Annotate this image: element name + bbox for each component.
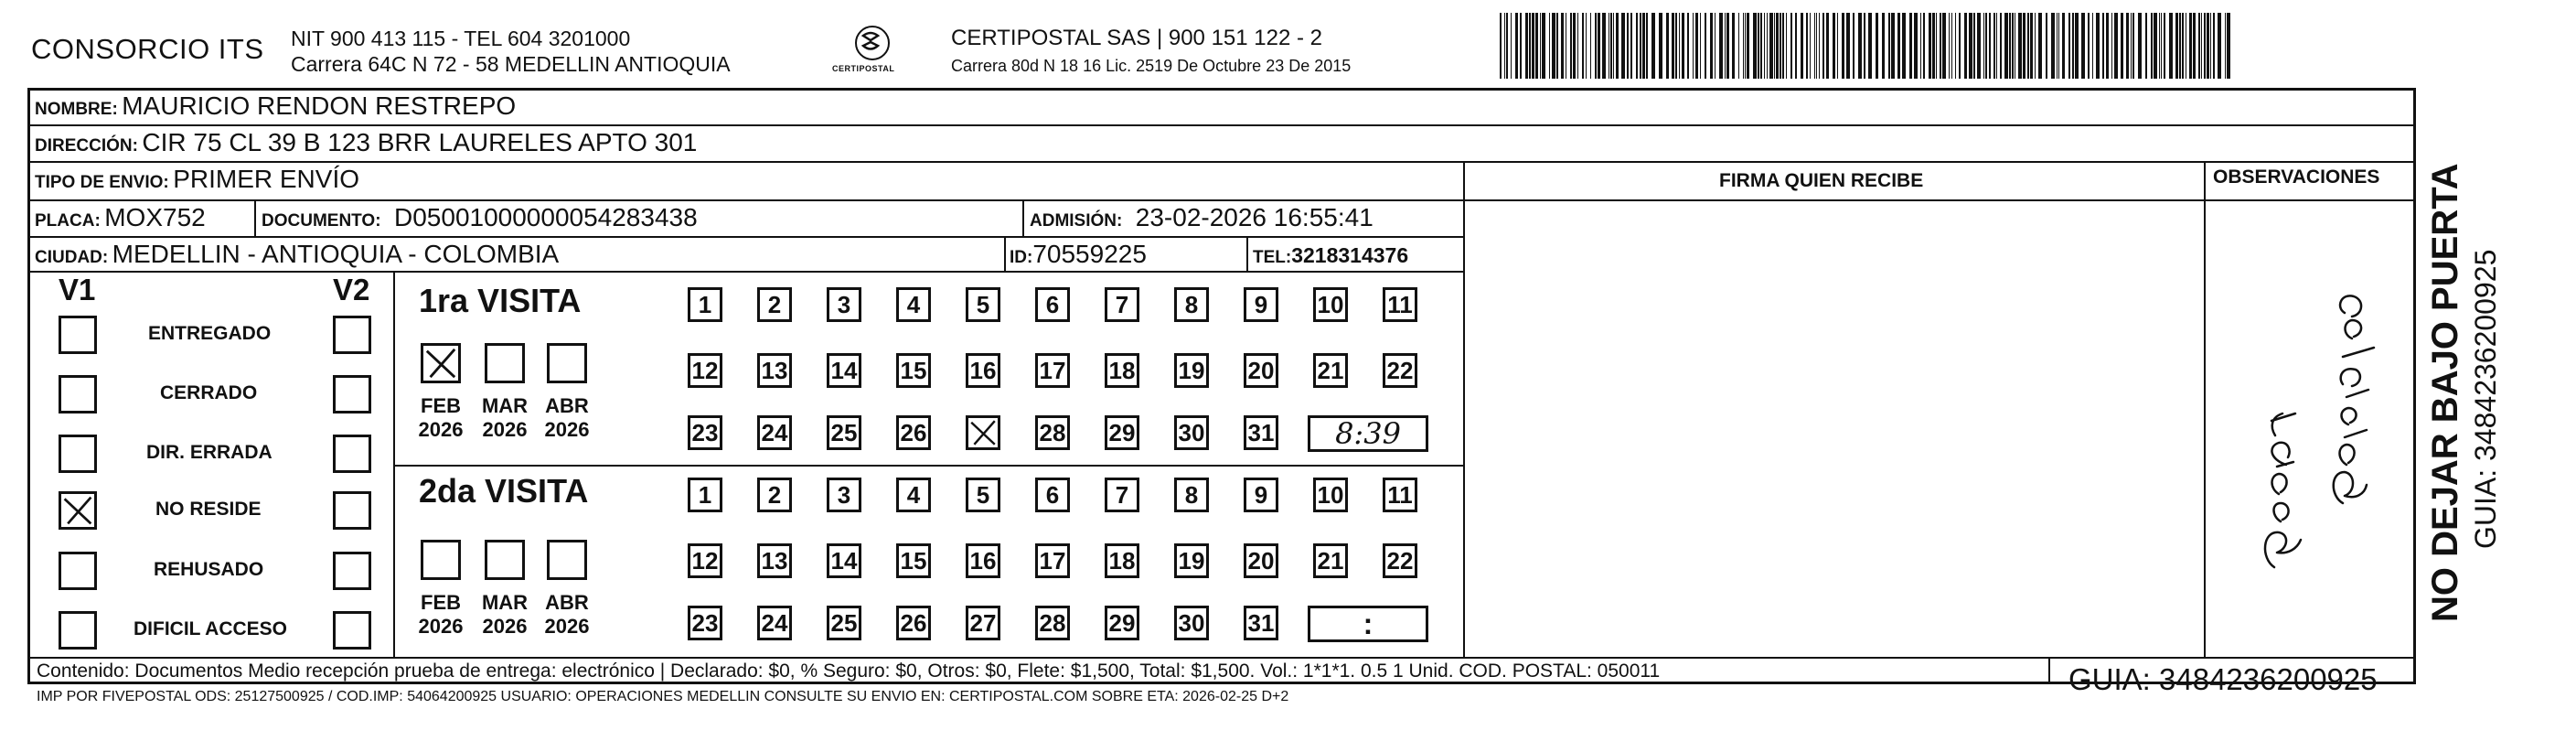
second-visit-day[interactable]: 21: [1313, 543, 1348, 578]
first-visit-day[interactable]: [966, 415, 1000, 450]
admision-value: 23-02-2026 16:55:41: [1135, 203, 1374, 231]
second-visit-day[interactable]: 4: [896, 478, 931, 512]
documento-label: DOCUMENTO:: [262, 211, 381, 231]
carrier-address-line: Carrera 80d N 18 16 Lic. 2519 De Octubre 23 De 2015: [951, 57, 1352, 75]
first-visit-day[interactable]: 5: [966, 287, 1000, 322]
first-visit-day[interactable]: 22: [1383, 353, 1417, 388]
second-visit-day[interactable]: 30: [1174, 606, 1209, 640]
recipient-address: CIR 75 CL 39 B 123 BRR LAURELES APTO 301: [142, 128, 698, 156]
admision-label: ADMISIÓN:: [1030, 211, 1123, 231]
v2-header: V2: [333, 273, 370, 306]
first-visit-day[interactable]: 3: [827, 287, 861, 322]
v2-checkbox-dir-errada[interactable]: [333, 435, 371, 473]
first-visit-day[interactable]: 6: [1035, 287, 1070, 322]
handwritten-observation: [2206, 201, 2414, 653]
second-visit-day[interactable]: 31: [1244, 606, 1278, 640]
first-visit-month-label: [477, 394, 532, 442]
id-label: ID:: [1010, 248, 1033, 267]
second-visit-day[interactable]: 3: [827, 478, 861, 512]
second-visit-day[interactable]: 1: [688, 478, 722, 512]
carrier-line: CERTIPOSTAL SAS | 900 151 122 - 2: [951, 26, 1322, 50]
status-option-label: DIFICIL ACCESO: [134, 618, 288, 639]
first-visit-day[interactable]: 23: [688, 415, 722, 450]
placa-label: PLACA:: [35, 211, 101, 231]
second-visit-day[interactable]: 7: [1105, 478, 1139, 512]
second-visit-day[interactable]: 10: [1313, 478, 1348, 512]
first-visit-day[interactable]: 16: [966, 353, 1000, 388]
first-visit-day[interactable]: 30: [1174, 415, 1209, 450]
second-visit-day[interactable]: 11: [1383, 478, 1417, 512]
month-year: 2026: [418, 615, 464, 638]
second-visit-day[interactable]: 20: [1244, 543, 1278, 578]
second-visit-time-box[interactable]: :: [1308, 606, 1428, 642]
first-visit-day[interactable]: 10: [1313, 287, 1348, 322]
first-visit-day[interactable]: 4: [896, 287, 931, 322]
second-visit-day[interactable]: 16: [966, 543, 1000, 578]
direccion-label: DIRECCIÓN:: [35, 136, 138, 156]
observaciones-label: OBSERVACIONES: [2213, 166, 2380, 188]
second-visit-day[interactable]: 2: [757, 478, 792, 512]
first-visit-day[interactable]: 11: [1383, 287, 1417, 322]
second-visit-month-mar[interactable]: [485, 540, 525, 580]
first-visit-day[interactable]: 14: [827, 353, 861, 388]
status-option-label: DIR. ERRADA: [146, 442, 273, 463]
second-visit-day[interactable]: 23: [688, 606, 722, 640]
first-visit-day[interactable]: 7: [1105, 287, 1139, 322]
nombre-label: NOMBRE:: [35, 100, 118, 119]
status-option-label: CERRADO: [160, 382, 258, 403]
tel-label: TEL:: [1253, 248, 1292, 267]
second-visit-day[interactable]: 29: [1105, 606, 1139, 640]
first-visit-day[interactable]: 18: [1105, 353, 1139, 388]
second-visit-day[interactable]: 6: [1035, 478, 1070, 512]
ciudad-label: CIUDAD:: [35, 248, 109, 267]
v2-checkbox-cerrado[interactable]: [333, 375, 371, 413]
placa-value: MOX752: [104, 203, 206, 231]
second-visit-month-label: [413, 591, 468, 639]
v1-checkbox-cerrado[interactable]: [59, 375, 97, 413]
footer-content-line: Contenido: Documentos Medio recepción prueba de entrega: electrónico | Declarado: $0, % Seguro: $0, Otros: $0, Flete: $1,500, Total: $1,500. Vol.: 1*1*1. 0.5 1 Unid. COD. POSTAL: 050011: [37, 660, 1661, 682]
first-visit-day[interactable]: 25: [827, 415, 861, 450]
second-visit-month-abr[interactable]: [547, 540, 587, 580]
first-visit-day[interactable]: 29: [1105, 415, 1139, 450]
certipostal-logo-icon: [855, 26, 890, 60]
tel-value: 3218314376: [1291, 243, 1409, 267]
second-visit-day[interactable]: 28: [1035, 606, 1070, 640]
v2-checkbox-dificil-acceso[interactable]: [333, 611, 371, 650]
v1-checkbox-dificil-acceso[interactable]: [59, 611, 97, 650]
status-option-label: REHUSADO: [154, 559, 264, 580]
first-visit-label: 1ra VISITA: [419, 282, 582, 319]
first-visit-time-box[interactable]: 8:39: [1308, 415, 1428, 452]
first-visit-month-feb[interactable]: [421, 343, 461, 383]
side-guia: GUIA: 3484236200925: [2469, 249, 2502, 549]
ciudad-value: MEDELLIN - ANTIOQUIA - COLOMBIA: [112, 240, 560, 268]
second-visit-month-label: [477, 591, 532, 639]
second-visit-day[interactable]: 13: [757, 543, 792, 578]
v2-checkbox-rehusado[interactable]: [333, 552, 371, 590]
second-visit-day[interactable]: 8: [1174, 478, 1209, 512]
second-visit-month-label: [540, 591, 594, 639]
second-visit-day[interactable]: 17: [1035, 543, 1070, 578]
second-visit-month-feb[interactable]: [421, 540, 461, 580]
first-visit-day[interactable]: 20: [1244, 353, 1278, 388]
first-visit-day[interactable]: 8: [1174, 287, 1209, 322]
month-year: 2026: [544, 418, 590, 441]
second-visit-day[interactable]: 12: [688, 543, 722, 578]
month-name: ABR: [545, 394, 589, 417]
month-name: FEB: [421, 394, 461, 417]
logo-caption: CERTIPOSTAL: [832, 64, 895, 73]
second-visit-day[interactable]: 24: [757, 606, 792, 640]
documento-value: D05001000000054283438: [394, 203, 698, 231]
month-name: ABR: [545, 591, 589, 614]
second-visit-label: 2da VISITA: [419, 472, 589, 510]
first-visit-month-label: [413, 394, 468, 442]
second-visit-day[interactable]: 14: [827, 543, 861, 578]
second-visit-day[interactable]: 9: [1244, 478, 1278, 512]
first-visit-day[interactable]: 31: [1244, 415, 1278, 450]
status-option-label: NO RESIDE: [155, 499, 262, 520]
first-visit-month-mar[interactable]: [485, 343, 525, 383]
recipient-name: MAURICIO RENDON RESTREPO: [122, 91, 517, 120]
month-name: MAR: [481, 591, 529, 614]
month-year: 2026: [418, 418, 464, 441]
company-nit-line: NIT 900 413 115 - TEL 604 3201000: [291, 27, 631, 50]
company-name: CONSORCIO ITS: [31, 33, 264, 65]
month-year: 2026: [482, 418, 528, 441]
id-value: 70559225: [1032, 240, 1147, 268]
month-name: MAR: [481, 394, 529, 417]
tipo-envio-value: PRIMER ENVÍO: [173, 165, 360, 193]
footer-print-line: IMP POR FIVEPOSTAL ODS: 25127500925 / COD.IMP: 54064200925 USUARIO: OPERACIONES MEDELLIN CONSULTE SU ENVIO EN: CERTIPOSTAL.COM SOBRE ETA: 2026-02-25 D+2: [37, 689, 1289, 704]
second-visit-day[interactable]: 18: [1105, 543, 1139, 578]
second-visit-day[interactable]: 15: [896, 543, 931, 578]
v2-checkbox-entregado[interactable]: [333, 316, 371, 354]
first-visit-month-label: [540, 394, 594, 442]
second-visit-day[interactable]: 27: [966, 606, 1000, 640]
first-visit-month-abr[interactable]: [547, 343, 587, 383]
first-visit-day[interactable]: 13: [757, 353, 792, 388]
status-option-label: ENTREGADO: [148, 323, 272, 344]
month-name: FEB: [421, 591, 461, 614]
first-visit-day[interactable]: 26: [896, 415, 931, 450]
v1-checkbox-dir-errada[interactable]: [59, 435, 97, 473]
first-visit-day[interactable]: 9: [1244, 287, 1278, 322]
firma-label: FIRMA QUIEN RECIBE: [1719, 170, 1924, 191]
second-visit-day[interactable]: 26: [896, 606, 931, 640]
v1-checkbox-no-reside[interactable]: [59, 491, 97, 530]
month-year: 2026: [482, 615, 528, 638]
first-visit-day[interactable]: 19: [1174, 353, 1209, 388]
first-visit-day[interactable]: 24: [757, 415, 792, 450]
first-visit-day[interactable]: 28: [1035, 415, 1070, 450]
footer-guia: GUIA: 3484236200925: [2068, 662, 2378, 696]
company-address-line: Carrera 64C N 72 - 58 MEDELLIN ANTIOQUIA: [291, 52, 731, 76]
first-visit-day[interactable]: 12: [688, 353, 722, 388]
second-visit-day[interactable]: 19: [1174, 543, 1209, 578]
tipo-envio-label: TIPO DE ENVIO:: [35, 173, 169, 192]
v2-checkbox-no-reside[interactable]: [333, 491, 371, 530]
barcode: [1500, 13, 2231, 79]
second-visit-day[interactable]: 22: [1383, 543, 1417, 578]
month-year: 2026: [544, 615, 590, 638]
v1-header: V1: [59, 273, 96, 306]
first-visit-day[interactable]: 17: [1035, 353, 1070, 388]
first-visit-day[interactable]: 1: [688, 287, 722, 322]
delivery-form-frame: [27, 88, 2416, 684]
first-visit-day[interactable]: 2: [757, 287, 792, 322]
v1-checkbox-rehusado[interactable]: [59, 552, 97, 590]
second-visit-day[interactable]: 5: [966, 478, 1000, 512]
second-visit-day[interactable]: 25: [827, 606, 861, 640]
no-dejar-bajo-puerta: NO DEJAR BAJO PUERTA: [2425, 163, 2465, 622]
first-visit-day[interactable]: 15: [896, 353, 931, 388]
first-visit-day[interactable]: 21: [1313, 353, 1348, 388]
v1-checkbox-entregado[interactable]: [59, 316, 97, 354]
